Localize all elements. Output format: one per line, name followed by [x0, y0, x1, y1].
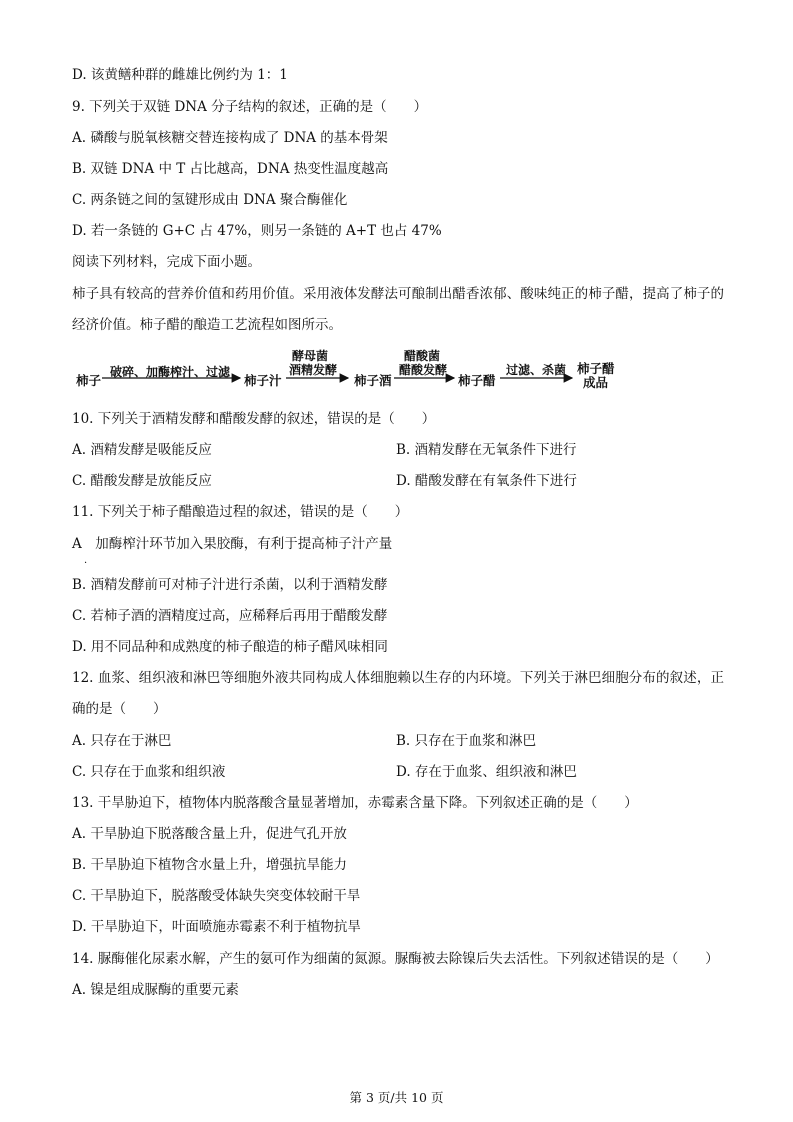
q12-option-b: B. 只存在于血浆和淋巴 — [396, 733, 537, 749]
flow-node-product-line2: 成品 — [583, 375, 609, 390]
flow-node-vinegar: 柿子醋 — [458, 373, 496, 388]
q10-option-d: D. 醋酸发酵在有氧条件下进行 — [396, 473, 577, 489]
q13-option-c: C. 干旱胁迫下，脱落酸受体缺失突变体较耐干旱 — [72, 888, 361, 904]
flow-step-3b: 醋酸发酵 — [399, 363, 448, 377]
q12-stem: 12. 血浆、组织液和淋巴等细胞外液共同构成人体细胞赖以生存的内环境。下列关于淋巴细胞分布的叙述，正确的是（ ） — [72, 670, 724, 717]
q12-option-a: A. 只存在于淋巴 — [72, 733, 172, 749]
flow-step-1: 破碎、加酶榨汁、过滤 — [110, 365, 231, 379]
q14-option-a: A. 镍是组成脲酶的重要元素 — [72, 982, 239, 998]
flow-step-2b: 酒精发酵 — [289, 363, 338, 377]
q9-option-c: C. 两条链之间的氢键形成由 DNA 聚合酶催化 — [72, 192, 348, 208]
q11-option-d: D. 用不同品种和成熟度的柿子酿造的柿子醋风味相同 — [72, 639, 388, 655]
q8-option-d: D. 该黄鳝种群的雌雄比例约为 1：1 — [72, 67, 288, 83]
q9-option-d: D. 若一条链的 G+C 占 47%，则另一条链的 A+T 也占 47% — [72, 223, 442, 239]
flow-node-persimmon: 柿子 — [76, 373, 102, 388]
q10-option-b: B. 酒精发酵在无氧条件下进行 — [396, 442, 577, 458]
material-intro: 阅读下列材料，完成下面小题。 — [72, 254, 261, 270]
q11-option-b: B. 酒精发酵前可对柿子汁进行杀菌，以利于酒精发酵 — [72, 577, 388, 593]
q12-option-d: D. 存在于血浆、组织液和淋巴 — [396, 764, 577, 780]
q13-option-d: D. 干旱胁迫下，叶面喷施赤霉素不利于植物抗旱 — [72, 919, 361, 935]
q13-stem: 13. 干旱胁迫下，植物体内脱落酸含量显著增加，赤霉素含量下降。下列叙述正确的是（ ） — [72, 795, 638, 811]
q9-option-b: B. 双链 DNA 中 T 占比越高，DNA 热变性温度越高 — [72, 161, 389, 177]
q11-option-a: A 加酶榨汁环节加入果胶酶，有利于提高柿子汁产量 — [72, 536, 393, 552]
flow-node-juice: 柿子汁 — [244, 373, 282, 388]
stray-dot: · — [84, 558, 88, 569]
q10-option-a: A. 酒精发酵是吸能反应 — [72, 442, 212, 458]
q10-option-c: C. 醋酸发酵是放能反应 — [72, 473, 212, 489]
flow-node-product-line1: 柿子醋 — [577, 361, 615, 376]
flow-node-wine: 柿子酒 — [354, 373, 392, 388]
material-text: 柿子具有较高的营养价值和药用价值。采用液体发酵法可酿制出醋香浓郁、酸味纯正的柿子醋，提高了柿子的经济价值。柿子醋的酿造工艺流程如图所示。 — [72, 286, 724, 333]
q11-option-c: C. 若柿子酒的酒精度过高，应稀释后再用于醋酸发酵 — [72, 608, 388, 624]
q14-stem: 14. 脲酶催化尿素水解，产生的氨可作为细菌的氮源。脲酶被去除镍后失去活性。下列叙述错误的是（ ） — [72, 951, 719, 967]
q9-option-a: A. 磷酸与脱氧核糖交替连接构成了 DNA 的基本骨架 — [72, 130, 388, 146]
q13-option-a: A. 干旱胁迫下脱落酸含量上升，促进气孔开放 — [72, 826, 347, 842]
q10-stem: 10. 下列关于酒精发酵和醋酸发酵的叙述，错误的是（ ） — [72, 411, 436, 427]
page-footer: 第 3 页/共 10 页 — [349, 1090, 444, 1105]
q9-stem: 9. 下列关于双链 DNA 分子结构的叙述，正确的是（ ） — [72, 99, 428, 115]
flow-step-2a: 酵母菌 — [292, 349, 329, 363]
q12-option-c: C. 只存在于血浆和组织液 — [72, 764, 226, 780]
flow-step-4: 过滤、杀菌 — [506, 363, 567, 377]
process-flow-diagram — [76, 345, 636, 395]
q13-option-b: B. 干旱胁迫下植物含水量上升，增强抗旱能力 — [72, 857, 348, 873]
q11-stem: 11. 下列关于柿子醋酿造过程的叙述，错误的是（ ） — [72, 504, 409, 520]
flow-step-3a: 醋酸菌 — [404, 349, 441, 363]
